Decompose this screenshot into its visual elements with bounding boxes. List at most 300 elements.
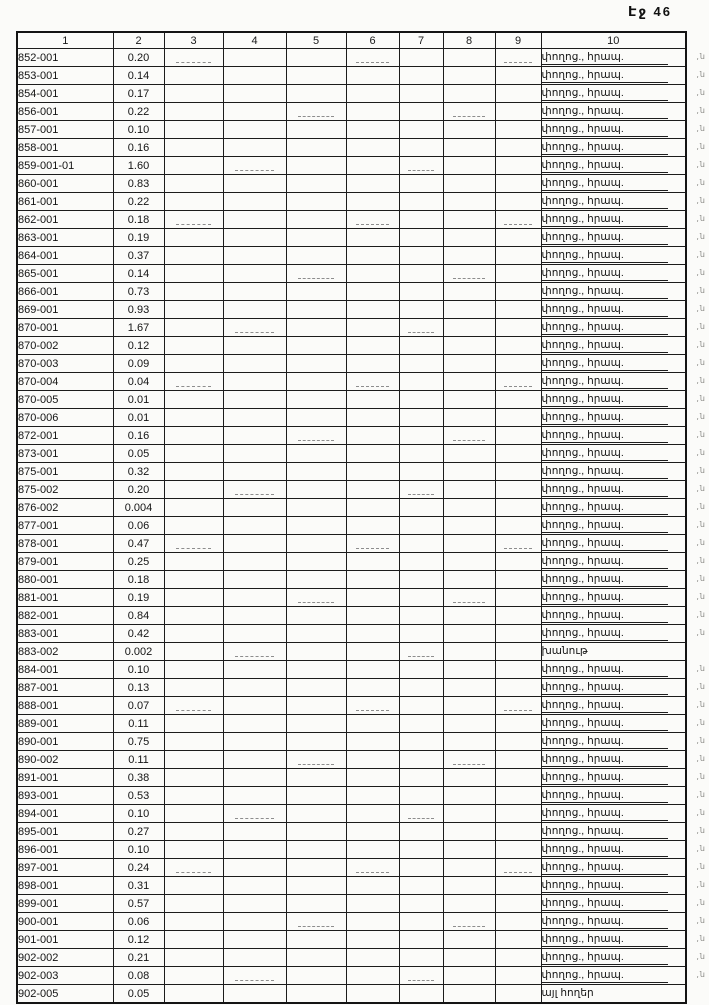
scan-artifact-dash: [176, 62, 212, 63]
empty-cell-col9: [495, 265, 541, 283]
empty-cell-col4: [223, 499, 286, 517]
empty-cell-col9: [495, 913, 541, 931]
land-use-note-text: փողոց., հրապ.: [542, 267, 668, 281]
empty-cell-col8: [443, 967, 495, 985]
area-value-cell: 0.73: [113, 283, 164, 301]
empty-cell-col4: [223, 571, 286, 589]
empty-cell-col4: [223, 877, 286, 895]
empty-cell-col6: [346, 499, 399, 517]
empty-cell-col7: [399, 337, 443, 355]
table-row: [17, 859, 686, 877]
scan-artifact-dash: [408, 980, 435, 981]
empty-cell-col3: [164, 571, 223, 589]
empty-cell-col6: [346, 931, 399, 949]
area-value-cell: 0.01: [113, 391, 164, 409]
empty-cell-col9: [495, 931, 541, 949]
empty-cell-col6: [346, 967, 399, 985]
empty-cell-col7: [399, 733, 443, 751]
land-use-note-cell: [541, 553, 706, 571]
parcel-id-cell: 869-001: [17, 301, 113, 319]
table-row: [17, 67, 686, 85]
empty-cell-col3: [164, 373, 223, 391]
empty-cell-col4: [223, 967, 286, 985]
land-use-note-text: փողոց., հրապ.: [542, 627, 668, 641]
empty-cell-col9: [495, 445, 541, 463]
empty-cell-col7: [399, 391, 443, 409]
handwritten-margin-mark: ,ն: [696, 718, 706, 727]
area-value-cell: 0.57: [113, 895, 164, 913]
land-use-note-cell: [541, 661, 706, 679]
scan-artifact-dash: [356, 224, 388, 225]
area-value-cell: 0.004: [113, 499, 164, 517]
empty-cell-col4: [223, 769, 286, 787]
empty-cell-col7: [399, 373, 443, 391]
empty-cell-col8: [443, 481, 495, 499]
parcel-id-cell: 883-001: [17, 625, 113, 643]
table-row: [17, 157, 686, 175]
empty-cell-col9: [495, 247, 541, 265]
parcel-id-cell: 857-001: [17, 121, 113, 139]
empty-cell-col7: [399, 211, 443, 229]
empty-cell-col4: [223, 301, 286, 319]
empty-cell-col7: [399, 229, 443, 247]
land-parcel-table: [16, 31, 706, 1004]
empty-cell-col3: [164, 625, 223, 643]
empty-cell-col5: [286, 355, 346, 373]
handwritten-margin-mark: ,ն: [696, 142, 706, 151]
area-value-cell: 0.18: [113, 571, 164, 589]
land-use-note-cell: [541, 949, 706, 967]
empty-cell-col6: [346, 859, 399, 877]
empty-cell-col3: [164, 607, 223, 625]
empty-cell-col6: [346, 391, 399, 409]
empty-cell-col5: [286, 733, 346, 751]
handwritten-margin-mark: ,ն: [696, 556, 706, 565]
empty-cell-col6: [346, 319, 399, 337]
land-use-note-text: փողոց., հրապ.: [542, 951, 668, 965]
handwritten-margin-mark: ,ն: [696, 664, 706, 673]
empty-cell-col9: [495, 769, 541, 787]
land-use-note-cell: [541, 769, 706, 787]
empty-cell-col3: [164, 175, 223, 193]
handwritten-margin-mark: ,ն: [696, 754, 706, 763]
empty-cell-col4: [223, 229, 286, 247]
empty-cell-col9: [495, 319, 541, 337]
parcel-id-cell: 882-001: [17, 607, 113, 625]
table-row: [17, 679, 686, 697]
empty-cell-col3: [164, 355, 223, 373]
empty-cell-col7: [399, 103, 443, 121]
empty-cell-col8: [443, 535, 495, 553]
empty-cell-col3: [164, 409, 223, 427]
parcel-id-cell: 893-001: [17, 787, 113, 805]
empty-cell-col8: [443, 157, 495, 175]
empty-cell-col4: [223, 409, 286, 427]
empty-cell-col6: [346, 571, 399, 589]
empty-cell-col5: [286, 427, 346, 445]
parcel-id-cell: 878-001: [17, 535, 113, 553]
handwritten-margin-mark: ,ն: [696, 88, 706, 97]
empty-cell-col6: [346, 661, 399, 679]
parcel-id-cell: 883-002: [17, 643, 113, 661]
land-use-note-cell: [541, 985, 686, 1004]
land-use-note-cell: [541, 733, 706, 751]
parcel-id-cell: 861-001: [17, 193, 113, 211]
land-use-note-cell: [541, 877, 706, 895]
empty-cell-col7: [399, 661, 443, 679]
table-row: [17, 985, 686, 1004]
land-use-note-text: փողոց., հրապ.: [542, 699, 668, 713]
area-value-cell: 0.25: [113, 553, 164, 571]
land-use-note-cell: [541, 895, 706, 913]
empty-cell-col8: [443, 823, 495, 841]
empty-cell-col7: [399, 751, 443, 769]
empty-cell-col4: [223, 247, 286, 265]
empty-cell-col7: [399, 841, 443, 859]
empty-cell-col8: [443, 121, 495, 139]
empty-cell-col5: [286, 121, 346, 139]
empty-cell-col3: [164, 715, 223, 733]
scan-artifact-dash: [453, 602, 485, 603]
parcel-id-cell: 870-004: [17, 373, 113, 391]
column-header-4: 4: [223, 32, 286, 49]
table-row: [17, 499, 686, 517]
table-row: [17, 175, 686, 193]
empty-cell-col5: [286, 337, 346, 355]
scan-artifact-dash: [298, 602, 335, 603]
empty-cell-col8: [443, 373, 495, 391]
land-use-note-text: փողոց., հրապ.: [542, 501, 668, 515]
handwritten-margin-mark: ,ն: [696, 502, 706, 511]
empty-cell-col9: [495, 733, 541, 751]
empty-cell-col3: [164, 85, 223, 103]
area-value-cell: 0.10: [113, 661, 164, 679]
scan-artifact-dash: [356, 548, 388, 549]
land-use-note-cell: [541, 409, 706, 427]
empty-cell-col4: [223, 265, 286, 283]
empty-cell-col6: [346, 301, 399, 319]
empty-cell-col9: [495, 157, 541, 175]
handwritten-margin-mark: ,ն: [696, 394, 706, 403]
parcel-id-cell: 881-001: [17, 589, 113, 607]
handwritten-margin-mark: ,ն: [696, 250, 706, 259]
scan-artifact-dash: [408, 656, 435, 657]
empty-cell-col8: [443, 751, 495, 769]
empty-cell-col6: [346, 715, 399, 733]
empty-cell-col9: [495, 301, 541, 319]
land-use-note-cell: [541, 391, 706, 409]
empty-cell-col3: [164, 49, 223, 67]
empty-cell-col8: [443, 625, 495, 643]
parcel-id-cell: 897-001: [17, 859, 113, 877]
empty-cell-col8: [443, 859, 495, 877]
empty-cell-col3: [164, 553, 223, 571]
land-use-note-text: փողոց., հրապ.: [542, 843, 668, 857]
land-use-note-text: փողոց., հրապ.: [542, 141, 668, 155]
area-value-cell: 0.42: [113, 625, 164, 643]
scan-artifact-dash: [504, 224, 532, 225]
area-value-cell: 0.14: [113, 67, 164, 85]
table-row: [17, 895, 686, 913]
empty-cell-col6: [346, 247, 399, 265]
land-use-note-cell: [541, 427, 706, 445]
table-row: [17, 301, 686, 319]
empty-cell-col7: [399, 283, 443, 301]
table-row: [17, 805, 686, 823]
handwritten-margin-mark: ,ն: [696, 862, 706, 871]
land-use-note-text: փողոց., հրապ.: [542, 879, 668, 893]
area-value-cell: 1.67: [113, 319, 164, 337]
empty-cell-col4: [223, 373, 286, 391]
empty-cell-col5: [286, 895, 346, 913]
empty-cell-col3: [164, 265, 223, 283]
parcel-id-cell: 856-001: [17, 103, 113, 121]
land-use-note-cell: [541, 715, 706, 733]
empty-cell-col3: [164, 427, 223, 445]
empty-cell-col9: [495, 229, 541, 247]
handwritten-margin-mark: ,ն: [696, 322, 706, 331]
empty-cell-col5: [286, 787, 346, 805]
empty-cell-col8: [443, 229, 495, 247]
empty-cell-col9: [495, 985, 541, 1004]
parcel-id-cell: 884-001: [17, 661, 113, 679]
empty-cell-col3: [164, 301, 223, 319]
land-use-note-text: այլ հողեր: [541, 987, 594, 999]
land-use-note-text: փողոց., հրապ.: [542, 375, 668, 389]
handwritten-margin-mark: ,ն: [696, 340, 706, 349]
table-row: [17, 967, 686, 985]
empty-cell-col3: [164, 859, 223, 877]
empty-cell-col4: [223, 211, 286, 229]
land-use-note-text: փողոց., հրապ.: [542, 573, 668, 587]
land-use-note-text: փողոց., հրապ.: [542, 609, 668, 623]
empty-cell-col4: [223, 733, 286, 751]
empty-cell-col3: [164, 661, 223, 679]
empty-cell-col5: [286, 625, 346, 643]
column-header-8: 8: [443, 32, 495, 49]
handwritten-margin-mark: ,ն: [696, 196, 706, 205]
empty-cell-col3: [164, 787, 223, 805]
scan-artifact-dash: [408, 170, 435, 171]
empty-cell-col9: [495, 643, 541, 661]
land-use-note-text: փողոց., հրապ.: [542, 663, 668, 677]
table-row: [17, 139, 686, 157]
empty-cell-col7: [399, 769, 443, 787]
empty-cell-col3: [164, 139, 223, 157]
land-use-note-text: փողոց., հրապ.: [542, 771, 668, 785]
area-value-cell: 0.06: [113, 913, 164, 931]
empty-cell-col3: [164, 391, 223, 409]
area-value-cell: 1.60: [113, 157, 164, 175]
empty-cell-col4: [223, 931, 286, 949]
empty-cell-col5: [286, 751, 346, 769]
empty-cell-col7: [399, 517, 443, 535]
empty-cell-col8: [443, 409, 495, 427]
parcel-id-cell: 870-003: [17, 355, 113, 373]
empty-cell-col3: [164, 121, 223, 139]
empty-cell-col9: [495, 373, 541, 391]
scan-artifact-dash: [298, 440, 335, 441]
empty-cell-col8: [443, 985, 495, 1004]
empty-cell-col7: [399, 697, 443, 715]
parcel-id-cell: 888-001: [17, 697, 113, 715]
handwritten-margin-mark: ,ն: [696, 826, 706, 835]
empty-cell-col3: [164, 157, 223, 175]
empty-cell-col7: [399, 967, 443, 985]
empty-cell-col7: [399, 445, 443, 463]
handwritten-margin-mark: ,ն: [696, 592, 706, 601]
parcel-id-cell: 877-001: [17, 517, 113, 535]
land-use-note-text: փողոց., հրապ.: [542, 195, 668, 209]
empty-cell-col8: [443, 445, 495, 463]
handwritten-margin-mark: ,ն: [696, 934, 706, 943]
land-use-note-text: փողոց., հրապ.: [542, 735, 668, 749]
land-use-note-cell: [541, 319, 706, 337]
empty-cell-col7: [399, 895, 443, 913]
land-use-note-cell: [541, 373, 706, 391]
empty-cell-col4: [223, 481, 286, 499]
empty-cell-col5: [286, 85, 346, 103]
empty-cell-col6: [346, 463, 399, 481]
empty-cell-col4: [223, 697, 286, 715]
land-use-note-cell: [541, 463, 706, 481]
scan-artifact-dash: [453, 278, 485, 279]
empty-cell-col8: [443, 265, 495, 283]
table-row: [17, 193, 686, 211]
scan-artifact-dash: [176, 710, 212, 711]
land-use-note-cell: [541, 445, 706, 463]
empty-cell-col5: [286, 463, 346, 481]
empty-cell-col4: [223, 823, 286, 841]
area-value-cell: 0.09: [113, 355, 164, 373]
empty-cell-col7: [399, 499, 443, 517]
empty-cell-col9: [495, 571, 541, 589]
empty-cell-col5: [286, 373, 346, 391]
land-use-note-cell: [541, 67, 706, 85]
empty-cell-col7: [399, 715, 443, 733]
empty-cell-col7: [399, 463, 443, 481]
table-row: [17, 571, 686, 589]
empty-cell-col4: [223, 787, 286, 805]
parcel-id-cell: 901-001: [17, 931, 113, 949]
empty-cell-col4: [223, 607, 286, 625]
handwritten-margin-mark: ,ն: [696, 70, 706, 79]
empty-cell-col3: [164, 751, 223, 769]
empty-cell-col9: [495, 211, 541, 229]
handwritten-margin-mark: ,ն: [696, 304, 706, 313]
empty-cell-col5: [286, 715, 346, 733]
parcel-id-cell: 889-001: [17, 715, 113, 733]
land-use-note-cell: [541, 49, 706, 67]
empty-cell-col9: [495, 949, 541, 967]
empty-cell-col9: [495, 517, 541, 535]
parcel-id-cell: 891-001: [17, 769, 113, 787]
handwritten-margin-mark: ,ն: [696, 430, 706, 439]
empty-cell-col8: [443, 103, 495, 121]
empty-cell-col5: [286, 913, 346, 931]
column-header-6: 6: [346, 32, 399, 49]
area-value-cell: 0.05: [113, 985, 164, 1004]
empty-cell-col3: [164, 247, 223, 265]
parcel-id-cell: 863-001: [17, 229, 113, 247]
scan-artifact-dash: [176, 386, 212, 387]
land-use-note-cell: [541, 139, 706, 157]
empty-cell-col9: [495, 49, 541, 67]
scan-artifact-dash: [235, 656, 273, 657]
empty-cell-col6: [346, 481, 399, 499]
empty-cell-col4: [223, 49, 286, 67]
area-value-cell: 0.07: [113, 697, 164, 715]
empty-cell-col6: [346, 85, 399, 103]
empty-cell-col3: [164, 895, 223, 913]
land-use-note-text: փողոց., հրապ.: [542, 483, 668, 497]
land-use-note-text: փողոց., հրապ.: [542, 285, 668, 299]
parcel-id-cell: 902-003: [17, 967, 113, 985]
table-row: [17, 283, 686, 301]
parcel-id-cell: 876-002: [17, 499, 113, 517]
handwritten-margin-mark: ,ն: [696, 52, 706, 61]
empty-cell-col4: [223, 805, 286, 823]
empty-cell-col5: [286, 679, 346, 697]
scan-artifact-dash: [235, 332, 273, 333]
empty-cell-col4: [223, 85, 286, 103]
empty-cell-col8: [443, 895, 495, 913]
empty-cell-col7: [399, 913, 443, 931]
handwritten-margin-mark: ,ն: [696, 376, 706, 385]
table-row: [17, 877, 686, 895]
empty-cell-col5: [286, 445, 346, 463]
empty-cell-col8: [443, 49, 495, 67]
empty-cell-col6: [346, 229, 399, 247]
empty-cell-col3: [164, 229, 223, 247]
empty-cell-col4: [223, 949, 286, 967]
column-header-10: 10: [541, 32, 686, 49]
scan-artifact-dash: [504, 62, 532, 63]
empty-cell-col4: [223, 625, 286, 643]
parcel-id-cell: 870-005: [17, 391, 113, 409]
empty-cell-col7: [399, 877, 443, 895]
table-row: [17, 661, 686, 679]
empty-cell-col6: [346, 625, 399, 643]
land-use-note-text: փողոց., հրապ.: [542, 519, 668, 533]
scan-artifact-dash: [356, 872, 388, 873]
empty-cell-col8: [443, 841, 495, 859]
empty-cell-col7: [399, 625, 443, 643]
land-use-note-text: փողոց., հրապ.: [542, 177, 668, 191]
land-use-note-cell: [541, 211, 706, 229]
empty-cell-col4: [223, 445, 286, 463]
empty-cell-col6: [346, 157, 399, 175]
empty-cell-col6: [346, 913, 399, 931]
empty-cell-col9: [495, 895, 541, 913]
empty-cell-col5: [286, 193, 346, 211]
handwritten-margin-mark: ,ն: [696, 466, 706, 475]
handwritten-margin-mark: ,ն: [696, 574, 706, 583]
parcel-id-cell: 875-002: [17, 481, 113, 499]
handwritten-margin-mark: ,ն: [696, 448, 706, 457]
empty-cell-col6: [346, 787, 399, 805]
table-row: [17, 103, 686, 121]
handwritten-margin-mark: ,ն: [696, 610, 706, 619]
empty-cell-col4: [223, 337, 286, 355]
empty-cell-col9: [495, 499, 541, 517]
empty-cell-col8: [443, 949, 495, 967]
handwritten-margin-mark: ,ն: [696, 268, 706, 277]
empty-cell-col8: [443, 661, 495, 679]
table-row: [17, 409, 686, 427]
scan-artifact-dash: [176, 224, 212, 225]
table-row: [17, 931, 686, 949]
